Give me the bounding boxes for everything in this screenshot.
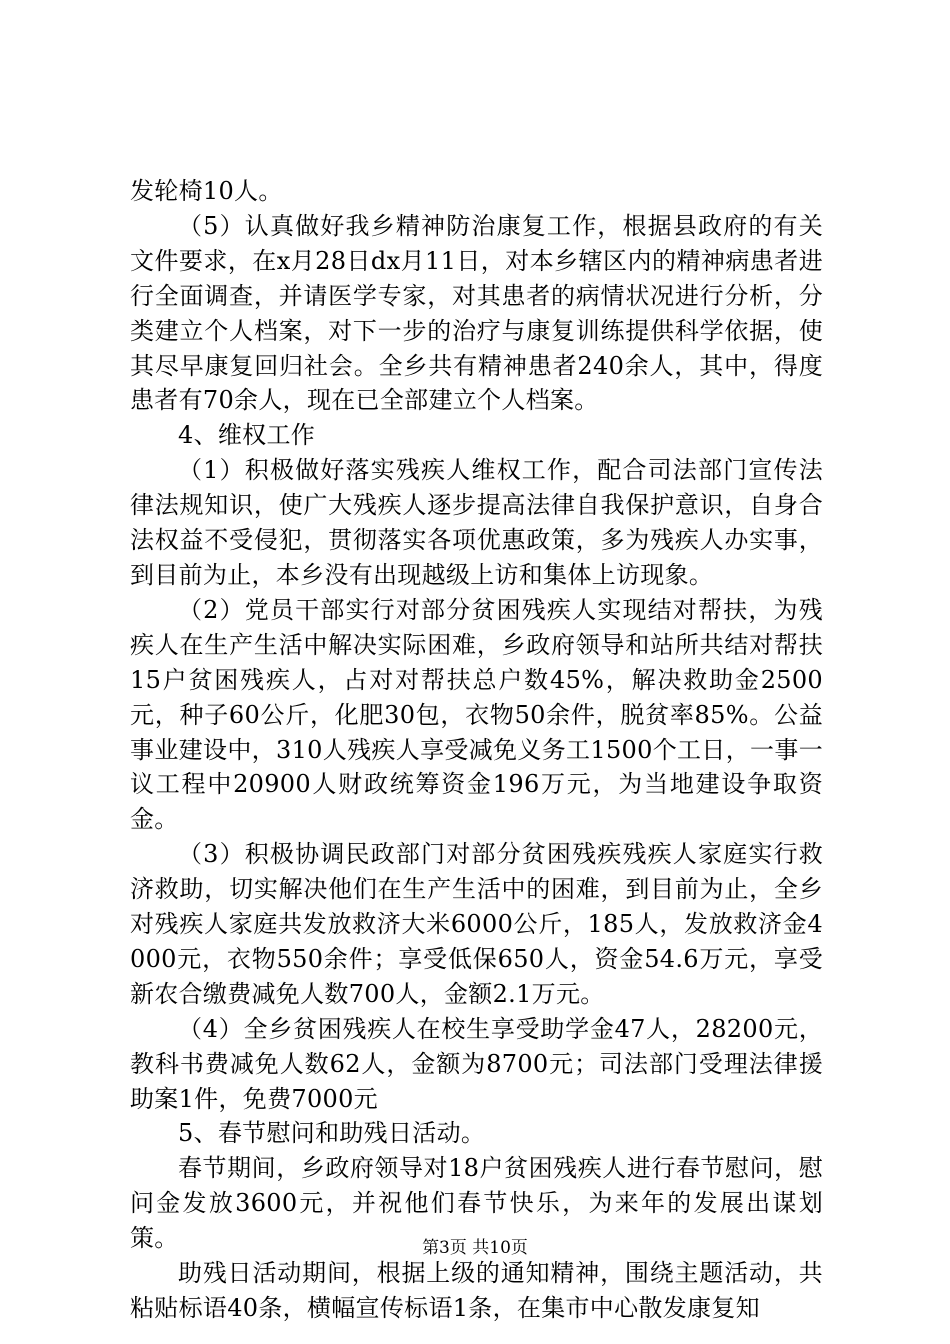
paragraph-continuation: 发轮椅10人。	[130, 177, 283, 205]
paragraph-rights-item-1: （1）积极做好落实残疾人维权工作，配合司法部门宣传法律法规知识，使广大残疾人逐步提高法律自我保护意识，自身合法权益不受侵犯，贯彻落实各项优惠政策，多为残疾人办实事，到目前为止，本乡没有出现越级上访和集体上访现象。	[130, 456, 823, 589]
paragraph-rights-item-2: （2）党员干部实行对部分贫困残疾人实现结对帮扶，为残疾人在生产生活中解决实际困难，乡政府领导和站所共结对帮扶15户贫困残疾人，占对对帮扶总户数45%，解决救助金2500元，种子60公斤，化肥30包，衣物50余件，脱贫率85%。公益事业建设中，310人残疾人享受减免义务工1500个工日，一事一议工程中20900人财政统筹资金196万元，为当地建设争取资金。	[130, 595, 823, 834]
document-body	[130, 174, 823, 1326]
paragraph-rights-item-4: （4）全乡贫困残疾人在校生享受助学金47人，28200元，教科书费减免人数62人，金额为8700元；司法部门受理法律援助案1件，免费7000元	[130, 1014, 823, 1113]
section-heading-festival: 5、春节慰问和助残日活动。	[178, 1119, 486, 1148]
paragraph-disability-day: 助残日活动期间，根据上级的通知精神，围绕主题活动，共粘贴标语40条，横幅宣传标语1条，在集市中心散发康复知	[130, 1259, 823, 1322]
section-heading-rights: 4、维权工作	[178, 421, 316, 450]
paragraph-item-5-mental-health: （5）认真做好我乡精神防治康复工作，根据县政府的有关文件要求，在x月28日dx月11日，对本乡辖区内的精神病患者进行全面调查，并请医学专家，对其患者的病情状况进行分析，分类建立个人档案，对下一步的治疗与康复训练提供科学依据，使其尽早康复回归社会。全乡共有精神患者240余人，其中，得度患者有70余人，现在已全部建立个人档案。	[130, 211, 823, 415]
page-number-footer: 第3页 共10页	[422, 1238, 528, 1258]
paragraph-rights-item-3: （3）积极协调民政部门对部分贫困残疾残疾人家庭实行救济救助，切实解决他们在生产生活中的困难，到目前为止，全乡对残疾人家庭共发放救济大米6000公斤，185人，发放救济金4000元，衣物550余件；享受低保650人，资金54.6万元，享受新农合缴费减免人数700人，金额2.1万元。	[130, 840, 823, 1008]
paragraph-spring-festival: 春节期间，乡政府领导对18户贫困残疾人进行春节慰问，慰问金发放3600元，并祝他们春节快乐，为来年的发展出谋划策。	[130, 1154, 823, 1253]
